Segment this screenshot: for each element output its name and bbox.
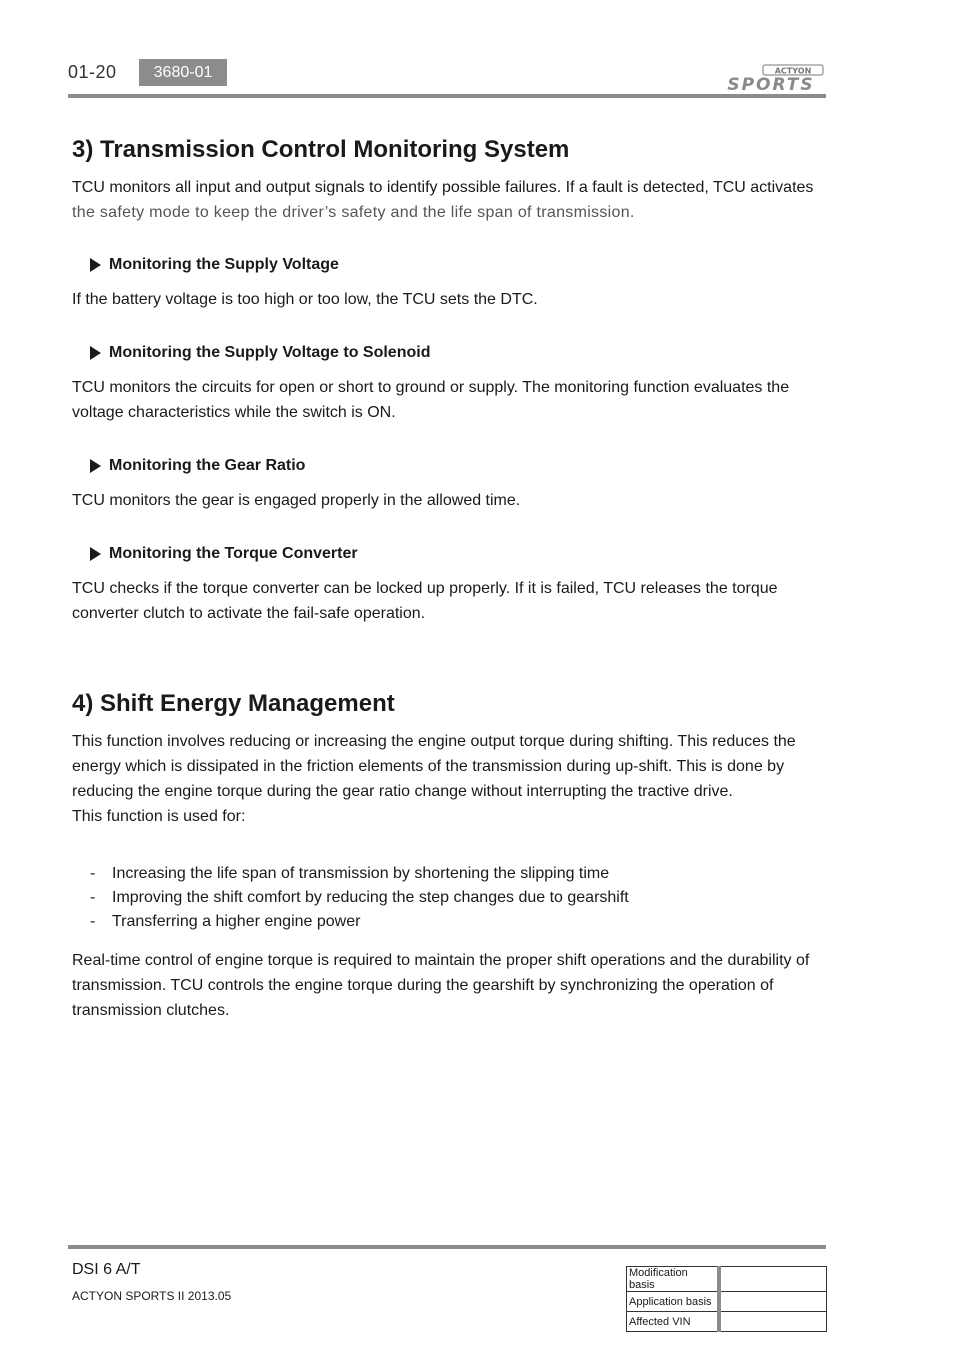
table-cell-label: Affected VIN (627, 1312, 720, 1332)
revision-info-table (626, 1266, 827, 1332)
triangle-bullet-icon (90, 547, 101, 561)
subheading-text: Monitoring the Supply Voltage to Solenoid (109, 344, 431, 361)
text-line: TCU monitors the circuits for open or short to ground or supply. The monitoring function evaluates the (72, 379, 790, 396)
table-cell-value (719, 1312, 827, 1332)
subheading-supply-voltage-solenoid (90, 344, 430, 362)
table-row (627, 1292, 827, 1312)
gear-ratio-text: TCU monitors the gear is engaged properly in the allowed time. (72, 492, 521, 509)
usage-list (90, 862, 629, 934)
text-line: reducing the engine torque during the gear ratio change without interrupting the tractive drive. (72, 783, 733, 800)
page-number: 01-20 (68, 62, 117, 82)
section-3-intro-line1: TCU monitors all input and output signals to identify possible failures. If a fault is detected, TCU activates (72, 179, 814, 196)
text-line: transmission clutches. (72, 1002, 230, 1019)
text-line: converter clutch to activate the fail-safe operation. (72, 605, 426, 622)
text-line: This function is used for: (72, 808, 246, 825)
triangle-bullet-icon (90, 459, 101, 473)
subheading-text: Monitoring the Gear Ratio (109, 457, 306, 474)
section-4-intro (72, 729, 827, 829)
subheading-gear-ratio (90, 457, 305, 475)
table-row (627, 1267, 827, 1292)
table-cell-label: Application basis (627, 1292, 720, 1312)
text-line: transmission. TCU controls the engine torque during the gearshift by synchronizing the operation of (72, 977, 774, 994)
section-3-intro-line2: the safety mode to keep the driver’s safety and the life span of transmission. (72, 204, 635, 221)
subheading-supply-voltage (90, 256, 339, 274)
triangle-bullet-icon (90, 258, 101, 272)
list-item: - Transferring a higher engine power (90, 910, 629, 934)
section-code-badge: 3680-01 (139, 59, 227, 86)
footer-subtitle: ACTYON SPORTS II 2013.05 (72, 1289, 232, 1303)
text-line: voltage characteristics while the switch is ON. (72, 404, 396, 421)
triangle-bullet-icon (90, 346, 101, 360)
text-line: energy which is dissipated in the friction elements of the transmission during up-shift. This is done by (72, 758, 785, 775)
section-3-heading: 3) Transmission Control Monitoring System (72, 136, 570, 163)
footer-rule (68, 1245, 826, 1249)
text-line: Real-time control of engine torque is required to maintain the proper shift operations and the durability of (72, 952, 810, 969)
subheading-torque-converter (90, 545, 358, 563)
supply-voltage-solenoid-text (72, 375, 827, 425)
header-rule (68, 94, 826, 98)
supply-voltage-text: If the battery voltage is too high or too low, the TCU sets the DTC. (72, 291, 538, 308)
section-4-heading: 4) Shift Energy Management (72, 690, 395, 717)
list-item: - Improving the shift comfort by reducing the step changes due to gearshift (90, 886, 629, 910)
list-item-text: Improving the shift comfort by reducing the step changes due to gearshift (112, 889, 629, 906)
section-4-closing (72, 948, 827, 1023)
footer-title: DSI 6 A/T (72, 1261, 141, 1278)
table-cell-label: Modification basis (627, 1267, 720, 1292)
list-item: - Increasing the life span of transmission by shortening the slipping time (90, 862, 629, 886)
table-cell-value (719, 1292, 827, 1312)
actyon-sports-logo (713, 64, 829, 94)
list-item-text: Transferring a higher engine power (112, 913, 361, 930)
logo-top-text: ACTYON (774, 66, 812, 76)
table-row (627, 1312, 827, 1332)
section-3-intro (72, 175, 827, 225)
logo-main-text: SPORTS (727, 75, 815, 94)
list-item-text: Increasing the life span of transmission by shortening the slipping time (112, 865, 610, 882)
text-line: TCU checks if the torque converter can be locked up properly. If it is failed, TCU releases the torque (72, 580, 778, 597)
torque-converter-text (72, 576, 827, 626)
subheading-text: Monitoring the Torque Converter (109, 545, 358, 562)
text-line: This function involves reducing or increasing the engine output torque during shifting. This reduces the (72, 733, 796, 750)
table-cell-value (719, 1267, 827, 1292)
subheading-text: Monitoring the Supply Voltage (109, 256, 339, 273)
